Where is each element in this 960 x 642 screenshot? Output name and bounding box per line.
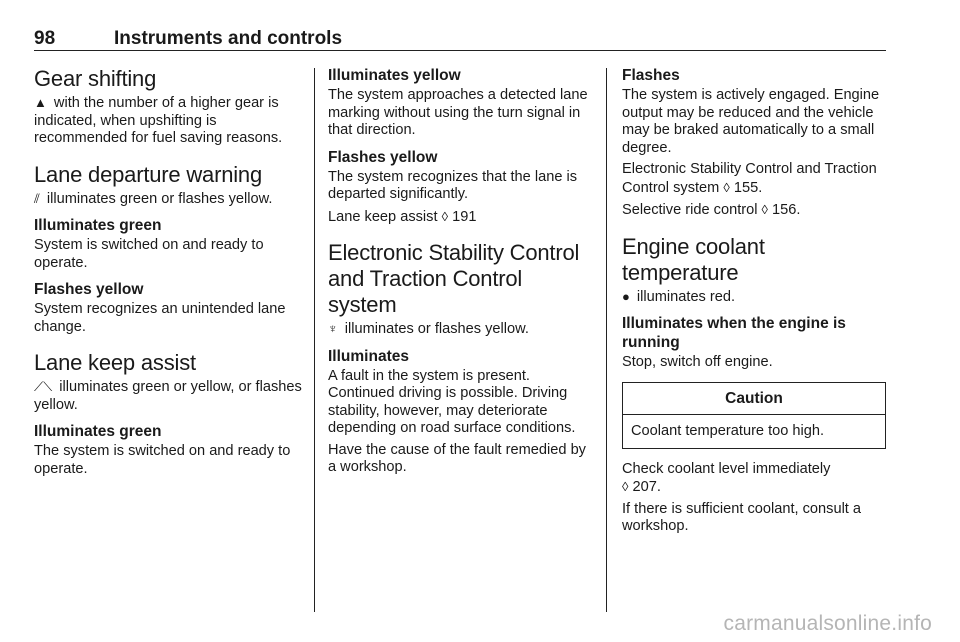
flashes-yellow-text: The system recognizes that the lane is departed significantly. bbox=[328, 168, 578, 202]
column-1 bbox=[34, 66, 302, 482]
lane-keep-text: ⟋⟍ illuminates green or yellow, or flashes yellow. bbox=[34, 379, 302, 413]
page-title: Instruments and controls bbox=[114, 28, 343, 49]
flashes-text: The system is actively engaged. Engine output may be reduced and the vehicle may be braked automatically to a small degree. bbox=[622, 87, 880, 156]
column-divider bbox=[314, 68, 315, 612]
lka-green-heading: Illuminates green bbox=[34, 423, 162, 440]
coolant-text: ● illuminates red. bbox=[622, 288, 736, 305]
page-number: 98 bbox=[34, 28, 56, 49]
caution-box bbox=[622, 382, 886, 449]
lane-departure-icon: ⫽ bbox=[34, 190, 40, 206]
caution-text: Coolant temperature too high. bbox=[631, 422, 825, 439]
page-reference-icon: ◊ bbox=[622, 479, 629, 494]
column-2 bbox=[328, 66, 594, 481]
gear-shifting-text: ▲ with the number of a higher gear is indicated, when upshifting is recommended for fuel saving reasons. bbox=[34, 95, 283, 146]
lane-keep-icon: ⟋⟍ bbox=[34, 379, 53, 394]
illuminates-heading: Illuminates bbox=[328, 347, 409, 365]
caution-title: Caution bbox=[623, 383, 885, 415]
running-text: Stop, switch off engine. bbox=[622, 354, 773, 370]
column-divider bbox=[606, 68, 607, 612]
ldw-flash-text: System recognizes an unintended lane change. bbox=[34, 301, 286, 335]
lane-departure-heading: Lane departure warning bbox=[34, 161, 262, 187]
coolant-warning-icon: ● bbox=[622, 288, 630, 304]
lane-departure-text: ⫽ illuminates green or flashes yellow. bbox=[34, 190, 273, 207]
illuminates-text-2: Have the cause of the fault remedied by a workshop. bbox=[328, 441, 586, 475]
lane-keep-heading: Lane keep assist bbox=[34, 350, 196, 375]
esc-heading: Electronic Stability Control and Traction Control system bbox=[328, 240, 580, 317]
page-reference-icon: ◊ bbox=[723, 179, 730, 195]
illuminates-yellow-text: The system approaches a detected lane marking without using the turn signal in that direction. bbox=[328, 87, 588, 138]
page-header bbox=[34, 24, 886, 51]
column-3 bbox=[622, 66, 886, 540]
esc-text: ♆ illuminates or flashes yellow. bbox=[328, 321, 529, 337]
check-coolant-text: Check coolant level immediately ◊ 207. bbox=[622, 460, 831, 495]
illuminates-text-1: A fault in the system is present. Continued driving is possible. Driving stability, however, may deteriorate depending on road surface conditions. bbox=[328, 367, 576, 436]
coolant-heading: Engine coolant temperature bbox=[622, 233, 765, 285]
flashes-heading: Flashes bbox=[622, 67, 680, 84]
running-heading: Illuminates when the engine is running bbox=[622, 315, 846, 351]
flashes-yellow-heading: Flashes yellow bbox=[328, 148, 438, 166]
ride-control-reference: Selective ride control ◊ 156. bbox=[622, 202, 801, 218]
workshop-text: If there is sufficient coolant, consult a workshop. bbox=[622, 500, 862, 534]
lane-keep-reference: Lane keep assist ◊ 191 bbox=[328, 208, 477, 225]
upshift-arrow-icon: ▲ bbox=[34, 95, 47, 110]
watermark: carmanualsonline.info bbox=[723, 612, 932, 635]
ldw-green-heading: Illuminates green bbox=[34, 217, 162, 234]
ldw-flash-heading: Flashes yellow bbox=[34, 281, 144, 298]
gear-shifting-heading: Gear shifting bbox=[34, 66, 157, 91]
lka-green-text: The system is switched on and ready to operate. bbox=[34, 443, 291, 477]
illuminates-yellow-heading: Illuminates yellow bbox=[328, 67, 461, 84]
page-reference-icon: ◊ bbox=[441, 208, 449, 224]
esc-reference: Electronic Stability Control and Traction Control system ◊ 155. bbox=[622, 161, 877, 196]
esc-icon: ♆ bbox=[328, 321, 338, 336]
ldw-green-text: System is switched on and ready to operate. bbox=[34, 237, 264, 271]
page-reference-icon: ◊ bbox=[761, 202, 768, 217]
